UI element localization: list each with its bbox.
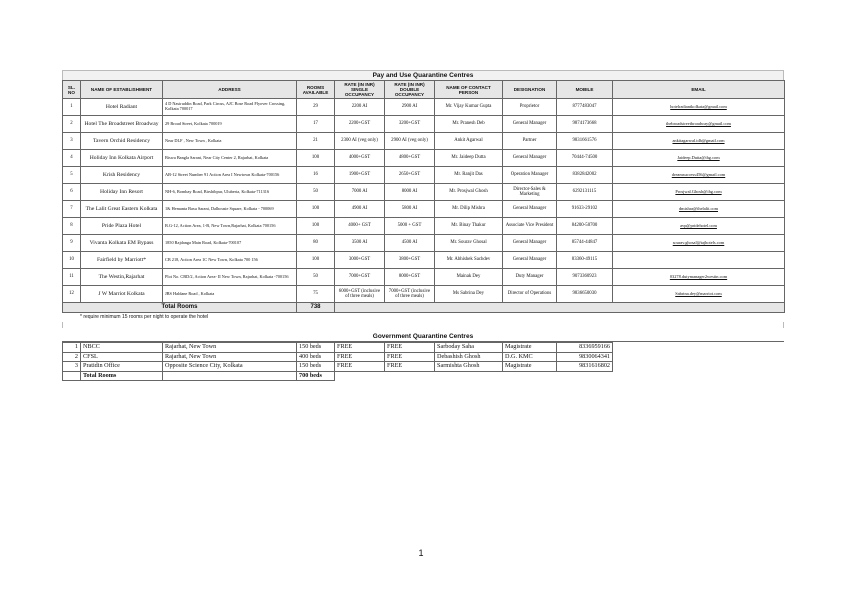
- cell-designation: Operation Manager: [503, 167, 557, 184]
- cell-email[interactable]: 03278.dutymanager2westin.com: [613, 269, 785, 286]
- pay-table-body: [63, 99, 785, 303]
- cell-blank: [613, 362, 785, 372]
- cell-single: FREE: [335, 362, 385, 372]
- cell-name: Pride Plaza Hotel: [81, 218, 163, 235]
- col-header-establishment: NAME OF ESTABLISHMENT: [81, 81, 163, 99]
- table-row: [63, 218, 785, 235]
- pay-table-header-row: [63, 81, 785, 99]
- cell-rooms: 50: [297, 184, 335, 201]
- table-row: [63, 201, 785, 218]
- cell-address: 4 D Nasiruddin Road, Park Circus, AJC Bose Road Flyover Crossing, Kolkata 700017: [163, 99, 297, 116]
- cell-contact: Sarmishta Ghosh: [435, 362, 503, 372]
- gov-total-label: Total Rooms: [81, 371, 163, 381]
- cell-contact: Mr. Prosjwal Ghosh: [435, 184, 503, 201]
- cell-designation: Proprietor: [503, 99, 557, 116]
- cell-designation: Director-Sales & Marketing: [503, 184, 557, 201]
- cell-address: Near DLF , New Town , Kolkata: [163, 133, 297, 150]
- cell-mobile: 83360-49115: [557, 252, 613, 269]
- cell-designation: Magistrate: [503, 362, 557, 372]
- cell-no: 8: [63, 218, 81, 235]
- cell-contact: Ankit Agarwal: [435, 133, 503, 150]
- cell-single: 2200+GST: [335, 116, 385, 133]
- gov-total-blank: [335, 371, 785, 381]
- cell-single: 4000+GST: [335, 150, 385, 167]
- cell-double: FREE: [385, 362, 435, 372]
- cell-no: 5: [63, 167, 81, 184]
- table-row: [63, 133, 785, 150]
- table-row: [63, 167, 785, 184]
- cell-beds: 400 beds: [297, 352, 335, 362]
- cell-address: B.G-12, Action Area, 1-B, New Town,Rajarhat, Kolkata 700156: [163, 218, 297, 235]
- cell-name: J W Marriot Kolkata: [81, 286, 163, 303]
- cell-double: 2900 AI: [385, 99, 435, 116]
- cell-address: 1850 Rajdanga Main Road, Kolkata-700107: [163, 235, 297, 252]
- table-row: [63, 99, 785, 116]
- col-header-single-rate: RATE (IN INR) SINGLE OCCUPANCY: [335, 81, 385, 99]
- cell-contact: Mr. Binay Thakur: [435, 218, 503, 235]
- cell-name: CFSL: [81, 352, 163, 362]
- cell-mobile: 9831661576: [557, 133, 613, 150]
- cell-address: CB 218, Action Area 1C New Town, Kolkata 700 156: [163, 252, 297, 269]
- cell-rooms: 80: [297, 235, 335, 252]
- cell-email[interactable]: thebroadstreetbroadway@gmail.com: [613, 116, 785, 133]
- pay-total-filler: [335, 303, 785, 313]
- cell-name: Fairfield by Marriott*: [81, 252, 163, 269]
- cell-name: Hotel The Broadstreet Broadway: [81, 116, 163, 133]
- cell-name: Holiday Inn Kolkata Airport: [81, 150, 163, 167]
- pay-total-value: 738: [297, 303, 335, 313]
- cell-single: 1900+GST: [335, 167, 385, 184]
- gov-total-no: [63, 371, 81, 381]
- cell-contact: Mr. Abhishek Sachdev: [435, 252, 503, 269]
- col-header-mobile: MOBILE: [557, 81, 613, 99]
- gov-total-value: 700 beds: [297, 371, 335, 381]
- cell-double: 2900 AI (veg only): [385, 133, 435, 150]
- cell-no: 2: [63, 116, 81, 133]
- cell-mobile: 8382842002: [557, 167, 613, 184]
- section-spacer: [62, 322, 784, 328]
- cell-no: 3: [63, 133, 81, 150]
- cell-no: 4: [63, 150, 81, 167]
- cell-contact: Mr. Vijay Kumar Gupta: [435, 99, 503, 116]
- cell-mobile: 8336959166: [557, 343, 613, 353]
- cell-rooms: 50: [297, 269, 335, 286]
- cell-designation: General Manager: [503, 252, 557, 269]
- cell-no: 3: [63, 362, 81, 372]
- cell-address: 29 Broad Street, Kolkata 700019: [163, 116, 297, 133]
- cell-double: 7000+GST (inclusive of three meals): [385, 286, 435, 303]
- cell-double: 8000+GST: [385, 269, 435, 286]
- col-header-address: ADDRESS: [163, 81, 297, 99]
- cell-address: 1& Hemanta Basu Sarani, Dalhousie Square, Kolkata - 700069: [163, 201, 297, 218]
- cell-double: FREE: [385, 352, 435, 362]
- col-header-sl-no: SL. NO: [63, 81, 81, 99]
- cell-contact: Debashish Ghosh: [435, 352, 503, 362]
- cell-single: 4900 AI: [335, 201, 385, 218]
- cell-mobile: 6292131115: [557, 184, 613, 201]
- cell-mobile: 9830064341: [557, 352, 613, 362]
- cell-contact: Mr. Sourav Ghosal: [435, 235, 503, 252]
- table-row: [63, 235, 785, 252]
- cell-address: Plot No. CBD/2, Action Area- II New Town, Rajarhat, Kolkata -700156: [163, 269, 297, 286]
- cell-email[interactable]: Jaideep.Dutta@ihg.com: [613, 150, 785, 167]
- page-number: 1: [418, 548, 424, 558]
- table-row: [63, 184, 785, 201]
- col-header-double-rate: RATE (IN INR) DOUBLE OCCUPANCY: [385, 81, 435, 99]
- cell-single: FREE: [335, 352, 385, 362]
- pay-total-row: [63, 303, 785, 313]
- table-row: [63, 269, 785, 286]
- col-header-designation: DESIGNATION: [503, 81, 557, 99]
- cell-name: Hotel Radiant: [81, 99, 163, 116]
- cell-rooms: 100: [297, 150, 335, 167]
- cell-beds: 150 beds: [297, 343, 335, 353]
- gov-section-title: Government Quarantine Centres: [62, 332, 784, 342]
- cell-designation: General Manager: [503, 150, 557, 167]
- table-row: [63, 150, 785, 167]
- cell-contact: Mainak Dey: [435, 269, 503, 286]
- cell-single: 7000 AI: [335, 184, 385, 201]
- cell-rooms: 29: [297, 99, 335, 116]
- cell-email: [613, 252, 785, 269]
- cell-address: Rajarhat, New Town: [163, 343, 297, 353]
- cell-designation: General Manager: [503, 235, 557, 252]
- cell-address: JBS Haldane Road , Kolkata: [163, 286, 297, 303]
- cell-address: NH-6, Bombay Road, Birshibpur, Uluberia, Kolkata-711316: [163, 184, 297, 201]
- cell-double: 8000 AI: [385, 184, 435, 201]
- cell-single: 2300 AI (veg only): [335, 133, 385, 150]
- cell-blank: [613, 352, 785, 362]
- cell-double: 4800+GST: [385, 150, 435, 167]
- cell-name: The Westin,Rajarhat: [81, 269, 163, 286]
- pay-total-label: Total Rooms: [63, 303, 297, 313]
- footnote: * require minimum 15 rooms per night to operate the hotel: [80, 314, 209, 320]
- cell-single: FREE: [335, 343, 385, 353]
- cell-rooms: 16: [297, 167, 335, 184]
- cell-double: 3800+GST: [385, 252, 435, 269]
- cell-address: Biswa Bangla Sarani, Near City Center 2, Rajarhat, Kolkata: [163, 150, 297, 167]
- cell-name: Krish Residency: [81, 167, 163, 184]
- cell-no: 10: [63, 252, 81, 269]
- cell-double: FREE: [385, 343, 435, 353]
- table-row: [63, 286, 785, 303]
- cell-email[interactable]: dreamsuccess456@gmail.com: [613, 167, 785, 184]
- cell-double: 5800 AI: [385, 201, 435, 218]
- cell-no: 6: [63, 184, 81, 201]
- cell-rooms: 100: [297, 218, 335, 235]
- cell-single: 2200 AI: [335, 99, 385, 116]
- col-header-rooms: ROOMS AVAILABLE: [297, 81, 335, 99]
- cell-rooms: 17: [297, 116, 335, 133]
- cell-contact: Mr. Ranjit Das: [435, 167, 503, 184]
- cell-blank: [613, 343, 785, 353]
- cell-designation: General Manager: [503, 116, 557, 133]
- cell-name: Tavern Orchid Residency: [81, 133, 163, 150]
- cell-mobile: 84200-50700: [557, 218, 613, 235]
- cell-double: 3200+GST: [385, 116, 435, 133]
- cell-single: 3000+GST: [335, 252, 385, 269]
- cell-designation: Magistrate: [503, 343, 557, 353]
- cell-contact: Mr. Pranesh Deb: [435, 116, 503, 133]
- cell-double: 2650+GST: [385, 167, 435, 184]
- cell-email[interactable]: Prosjwal.Ghosh@ihg.com: [613, 184, 785, 201]
- cell-beds: 150 beds: [297, 362, 335, 372]
- cell-email[interactable]: ankitagarwal.idh@gmail.com: [613, 133, 785, 150]
- cell-single: 4000+ GST: [335, 218, 385, 235]
- pay-section-title: Pay and Use Quarantine Centres: [62, 70, 784, 80]
- cell-mobile: 9831616802: [557, 362, 613, 372]
- cell-single: 7000+GST: [335, 269, 385, 286]
- cell-designation: Associate Vice President: [503, 218, 557, 235]
- cell-mobile: 91633-29102: [557, 201, 613, 218]
- cell-designation: Director of Operations: [503, 286, 557, 303]
- cell-single: 3500 AI: [335, 235, 385, 252]
- cell-address: Rajarhat, New Town: [163, 352, 297, 362]
- cell-name: NBCC: [81, 343, 163, 353]
- table-row: [63, 352, 785, 362]
- cell-designation: Partner: [503, 133, 557, 150]
- cell-contact: Sarboday Saha: [435, 343, 503, 353]
- cell-no: 1: [63, 343, 81, 353]
- cell-email[interactable]: Sabrina.dey@marriot.com: [613, 286, 785, 303]
- cell-double: 4500 AI: [385, 235, 435, 252]
- cell-double: 5000 + GST: [385, 218, 435, 235]
- cell-no: 2: [63, 352, 81, 362]
- gov-table-body: [63, 343, 785, 372]
- cell-designation: General Manager: [503, 201, 557, 218]
- cell-designation: D.G. KMC: [503, 352, 557, 362]
- cell-mobile: 9836650030: [557, 286, 613, 303]
- cell-name: Holiday Inn Resort: [81, 184, 163, 201]
- cell-email[interactable]: avp@pridehotel.com: [613, 218, 785, 235]
- cell-name: The Lalit Great Eastern Kolkata: [81, 201, 163, 218]
- cell-mobile: 9073360923: [557, 269, 613, 286]
- cell-contact: Mr. Jaideep Dutta: [435, 150, 503, 167]
- cell-rooms: 75: [297, 286, 335, 303]
- cell-mobile: 70444-74500: [557, 150, 613, 167]
- cell-no: 7: [63, 201, 81, 218]
- gov-total-row: [63, 371, 785, 381]
- cell-no: 1: [63, 99, 81, 116]
- cell-no: 9: [63, 235, 81, 252]
- cell-contact: Mr. Dilip Mishra: [435, 201, 503, 218]
- cell-name: Vivanta Kolkata EM Bypass: [81, 235, 163, 252]
- cell-mobile: 9874173668: [557, 116, 613, 133]
- document-sheet: [62, 70, 784, 381]
- gov-quarantine-table: [62, 342, 785, 381]
- cell-mobile: 85744-44847: [557, 235, 613, 252]
- cell-rooms: 100: [297, 201, 335, 218]
- cell-email[interactable]: hotelradiantkolkata@gmail.com: [613, 99, 785, 116]
- cell-contact: Ms Sabrina Dey: [435, 286, 503, 303]
- cell-no: 11: [63, 269, 81, 286]
- table-row: [63, 343, 785, 353]
- cell-address: Opposite Science City, Kolkata: [163, 362, 297, 372]
- col-header-email: EMAIL: [613, 81, 785, 99]
- cell-rooms: 100: [297, 252, 335, 269]
- cell-single: 6000+GST (inclusive of three meals): [335, 286, 385, 303]
- col-header-contact: NAME OF CONTACT PERSON: [435, 81, 503, 99]
- cell-email[interactable]: dmishra@thelalit.com: [613, 201, 785, 218]
- cell-designation: Duty Manager: [503, 269, 557, 286]
- table-row: [63, 252, 785, 269]
- cell-rooms: 21: [297, 133, 335, 150]
- table-row: [63, 362, 785, 372]
- cell-mobile: 8777483047: [557, 99, 613, 116]
- cell-email[interactable]: sourav.ghosal@tajhotels.com: [613, 235, 785, 252]
- gov-total-filler: [163, 371, 297, 381]
- cell-name: Pratidin Office: [81, 362, 163, 372]
- pay-quarantine-table: [62, 80, 785, 313]
- cell-address: AB-12 Street Number 91 Action Area I Newtown Kolkata-700156: [163, 167, 297, 184]
- cell-no: 12: [63, 286, 81, 303]
- table-row: [63, 116, 785, 133]
